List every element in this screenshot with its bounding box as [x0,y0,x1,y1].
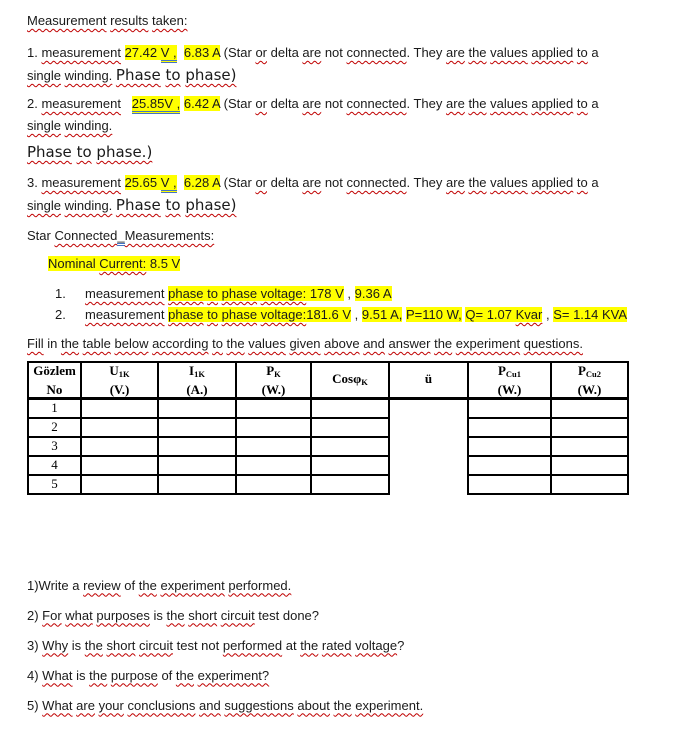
misspelled-word: single [27,198,61,213]
text-segment: is [149,607,167,623]
text-segment: (Star [220,96,256,111]
question-1 [27,575,665,597]
paragraph-measurement-1 [27,42,665,87]
table-cell-empty[interactable] [81,399,158,418]
text-segment: delta [267,175,303,190]
star-connected-heading [27,225,665,247]
misspelled-word: applied [531,45,574,60]
misspelled-word: applied [531,175,574,190]
misspelled-word: questions. [523,336,583,351]
misspelled-word: conclusions [127,697,196,713]
text-segment: 3. [27,175,42,190]
misspelled-word: are [446,96,465,111]
misspelled-word: the [468,175,487,190]
misspelled-word: phase [168,286,204,301]
table-header-row [28,362,628,399]
col-header-pcu1: $P_{Cu1}$ (W.) [468,362,551,399]
misspelled-word: are [302,45,322,60]
text-segment [85,638,173,653]
misspelled-word: the [60,336,80,351]
text-segment [177,45,184,60]
text-segment: in [43,336,61,351]
misspelled-word: connected [346,45,407,60]
text-segment [255,175,267,190]
paragraph-measurement-2 [27,93,665,137]
misspelled-word: or [255,45,267,60]
text-segment: (Star [220,45,256,60]
misspelled-word: single [27,68,61,83]
text-segment: is [68,637,85,653]
list-item-text [85,283,392,304]
misspelled-word: below [114,336,149,351]
nominal-current-line [48,253,665,275]
text-segment: a [587,96,599,111]
text-segment: of [157,667,176,683]
text-segment [27,198,112,213]
text-segment [167,608,255,623]
misspelled-word: values [490,96,528,111]
highlighted-text: 9.51 A, [361,307,403,322]
measurement-1-line-2 [27,64,665,87]
star-measurements-list [27,283,665,325]
text-segment [41,96,120,111]
text-segment: is [72,667,90,683]
table-cell-empty[interactable] [158,456,236,475]
misspelled-word: voltage: [260,286,307,301]
misspelled-word: winding. [64,68,113,83]
misspelled-word: short [188,607,218,623]
misspelled-word: circuit [220,607,255,623]
misspelled-word: the [434,336,453,351]
misspelled-word: What [42,667,73,683]
misspelled-word: given [289,336,321,351]
text-segment [255,45,267,60]
list-item [27,283,665,304]
misspelled-word: phase) [185,196,237,214]
row-number-cell: 2 [28,418,81,437]
text-segment: at [282,637,301,653]
measurement-2-line-2 [27,115,665,137]
table-cell-empty[interactable] [551,418,628,437]
text-segment: 2) [27,607,43,623]
highlighted-text: P=110 W, [406,307,462,322]
misspelled-word: For [42,607,62,623]
question-5 [27,695,665,717]
text-segment [302,175,321,190]
table-cell-empty[interactable] [236,456,311,475]
misspelled-word: Phase [115,66,161,84]
misspelled-word: rated [321,637,352,653]
text-segment [116,196,237,214]
text-segment [42,698,423,713]
misspelled-word: measurement [41,45,121,60]
highlighted-text: 25.85V , [132,96,180,114]
misspelled-word: phase) [185,66,237,84]
row-number-cell: 4 [28,456,81,475]
misspelled-word: your [98,697,124,713]
text-segment: 1. [27,45,42,60]
text-segment [223,638,282,653]
table-cell-empty[interactable] [81,437,158,456]
misspelled-word: phase [221,286,258,301]
text-segment [139,578,292,593]
highlighted-text: 181.6 V [306,307,352,322]
table-row [28,418,628,437]
highlighted-text: Q= 1.07 [465,307,516,322]
misspelled-word: measurement [41,96,121,111]
text-segment: not [321,96,347,111]
text-segment [446,175,588,190]
misspelled-word: connected [346,175,407,190]
misspelled-word: the [333,697,352,713]
misspelled-word: to [165,66,181,84]
text-segment: a [587,175,599,190]
highlighted-text: 6.28 A [183,175,221,190]
misspelled-word: the [226,336,245,351]
table-cell-empty[interactable] [551,399,628,418]
measurement-1-line-1 [27,42,665,64]
row-number-cell: 5 [28,475,81,494]
text-segment [42,668,72,683]
text-segment [302,45,321,60]
misspelled-word: to [212,336,223,351]
highlighted-text: 27.42 [124,45,161,60]
misspelled-word: are [446,45,465,60]
text-segment [41,45,120,60]
question-3 [27,635,665,657]
misspelled-word: are [302,96,322,111]
misspelled-word: and [363,336,385,351]
text-segment [54,228,117,243]
misspelled-word: winding. [64,118,113,133]
question-2 [27,605,665,627]
misspelled-word: Fill [27,336,44,351]
text-segment [89,668,158,683]
table-cell-empty[interactable] [311,437,389,456]
col-header-gozlem-no: Gözlem No [28,362,81,399]
misspelled-word: Phase [115,196,161,214]
list-item [27,304,665,325]
table-cell-empty[interactable] [468,456,551,475]
text-segment [347,96,407,111]
measurement-2-line-1 [27,93,665,115]
misspelled-word: values [490,45,528,60]
text-segment: a [587,45,599,60]
highlighted-text: 6.83 A [183,45,221,60]
misspelled-word: experiment. [355,697,424,713]
misspelled-word: to [576,175,588,190]
highlighted-text [168,307,306,322]
table-cell-empty[interactable] [236,399,311,418]
text-segment [125,228,215,243]
text-segment [121,96,132,111]
question-4 [27,665,665,687]
text-segment [61,336,583,351]
highlighted-text: Nominal [48,256,100,271]
text-segment: 3) [27,637,43,653]
highlighted-text: V , [161,45,177,63]
measurement-3-line-2 [27,194,665,217]
highlighted-text: 25.65 [124,175,161,190]
text-segment [85,286,164,301]
text-segment: not [321,175,347,190]
col-header-i1k: $I_{1K}$ (A.) [158,362,236,399]
table-cell-u-merged[interactable] [389,399,468,494]
text-segment: . They [406,175,447,190]
table-cell-empty[interactable] [551,456,628,475]
table-row [28,456,628,475]
misspelled-word: values [490,175,528,190]
table-cell-empty[interactable] [236,437,311,456]
misspelled-word: review [83,577,121,593]
table-cell-empty[interactable] [158,418,236,437]
table-row [28,437,628,456]
misspelled-word: performed. [228,577,292,593]
text-segment [255,96,267,111]
table-cell-empty[interactable] [468,475,551,494]
misspelled-word: winding. [64,198,113,213]
misspelled-word: answer [388,336,431,351]
row-number-cell: 1 [28,399,81,418]
text-segment: not [321,45,347,60]
text-segment [27,118,112,133]
misspelled-word: to [165,196,181,214]
misspelled-word: Current: [99,256,147,271]
text-segment [85,307,164,322]
misspelled-word: suggestions [224,697,294,713]
misspelled-word: the [468,96,487,111]
text-segment [300,638,397,653]
text-segment [347,45,407,60]
table-cell-empty[interactable] [551,437,628,456]
text-segment: delta [267,45,303,60]
text-segment: 1)Write a [27,577,84,593]
text-segment [83,578,121,593]
paragraph-phase-to-phase [27,139,665,166]
highlighted-text: V , [161,175,177,193]
misspelled-word: applied [531,96,574,111]
misspelled-word: measurement [41,175,121,190]
text-segment [302,96,321,111]
table-cell-empty[interactable] [158,475,236,494]
text-segment [110,13,148,28]
text-segment: 4) [27,667,43,683]
text-segment [27,143,152,161]
misspelled-word: the [166,607,185,623]
col-header-u-ratio: ü [389,362,468,399]
text-segment: 5) [27,697,43,713]
misspelled-word: purpose [110,667,158,683]
misspelled-word: to [576,96,588,111]
text-segment: 2. [27,96,42,111]
misspelled-word: to [76,143,92,161]
highlighted-text [99,256,146,271]
text-segment [27,13,106,28]
text-segment: of [120,577,139,593]
measurement-3-line-1 [27,172,665,194]
table-cell-empty[interactable] [311,418,389,437]
table-cell-empty[interactable] [468,437,551,456]
misspelled-word: are [446,175,465,190]
highlighted-text [168,286,306,301]
misspelled-word: Measurement [27,13,107,28]
paragraph-measurement-3 [27,172,665,217]
misspelled-word: voltage [355,637,398,653]
table-cell-empty[interactable] [236,418,311,437]
misspelled-word: measurement [85,286,165,301]
text-segment: test done? [254,607,320,623]
list-item-number: 1. [55,286,66,301]
misspelled-word: voltage: [260,307,307,322]
misspelled-word: experiment [160,577,225,593]
misspelled-word: What [42,697,73,713]
text-segment [152,13,187,28]
misspelled-word: or [255,96,267,111]
table-cell-empty[interactable] [468,418,551,437]
highlighted-text [516,307,543,322]
misspelled-word: purposes [96,607,150,623]
misspelled-word: taken: [152,13,188,28]
misspelled-word: results [110,13,149,28]
highlighted-text: 6.42 A [183,96,221,111]
text-segment [42,638,68,653]
misspelled-word: to [207,286,218,301]
text-segment: , [343,286,355,301]
text-segment: (Star [220,175,256,190]
measurement-table [27,361,629,495]
misspelled-word: the [138,577,157,593]
misspelled-word: are [76,697,95,713]
list-item-number: 2. [55,307,66,322]
highlighted-text: 9.36 A [354,286,392,301]
text-segment: Star [27,228,55,243]
table-cell-empty[interactable] [311,399,389,418]
misspelled-word: experiment [455,336,521,351]
misspelled-word: measurement [85,307,165,322]
misspelled-word: are [302,175,322,190]
table-cell-empty[interactable] [81,456,158,475]
text-segment: _ [117,228,124,246]
table-cell-empty[interactable] [236,475,311,494]
table-cell-empty[interactable] [158,437,236,456]
misspelled-word: the [468,45,487,60]
text-segment [177,175,184,190]
misspelled-word: about [297,697,330,713]
misspelled-word: Measurements: [124,228,215,243]
text-segment: , [542,307,554,322]
misspelled-word: to [207,307,218,322]
misspelled-word: short [106,637,136,653]
text-segment: , [351,307,362,322]
text-segment [116,66,237,84]
misspelled-word: the [89,667,108,683]
table-row [28,399,628,418]
table-cell-empty[interactable] [311,456,389,475]
col-header-u1k: $U_{1K}$ (V.) [81,362,158,399]
highlighted-text: S= 1.14 KVA [553,307,628,322]
misspelled-word: Why [42,637,69,653]
row-number-cell: 3 [28,437,81,456]
misspelled-word: or [255,175,267,190]
table-cell-empty[interactable] [468,399,551,418]
misspelled-word: the [300,637,319,653]
misspelled-word: experiment? [197,667,270,683]
col-header-cosphi-k: Cosφ$_K$ [311,362,389,399]
text-segment: . They [406,45,447,60]
misspelled-word: and [199,697,221,713]
text-segment: delta [266,96,303,111]
misspelled-word: phase [168,307,204,322]
table-cell-empty[interactable] [81,475,158,494]
misspelled-word: Phase [27,143,72,161]
misspelled-word: the [84,637,103,653]
misspelled-word: values [248,336,286,351]
misspelled-word: Kvar [515,307,543,322]
misspelled-word: phase.) [96,143,153,161]
table-cell-empty[interactable] [158,399,236,418]
text-segment [347,175,407,190]
text-segment [27,68,112,83]
col-header-pk: $P_K$ (W.) [236,362,311,399]
text-segment [446,45,588,60]
text-segment [176,668,269,683]
misspelled-word: single [27,118,61,133]
text-segment: ? [397,637,405,653]
misspelled-word: to [576,45,588,60]
list-item-text [85,304,627,325]
misspelled-word: the [175,667,194,683]
misspelled-word: connected [346,96,407,111]
misspelled-word: what [65,607,93,623]
text-segment [27,336,44,351]
text-segment [446,96,588,111]
highlighted-text: 8.5 V [146,256,181,271]
text-segment: . They [406,96,447,111]
table-row [28,475,628,494]
misspelled-word: circuit [139,637,173,653]
table-cell-empty[interactable] [551,475,628,494]
misspelled-word: above [324,336,360,351]
experiment-questions [27,575,665,717]
misspelled-word: performed [222,637,283,653]
fill-table-instruction [27,333,665,355]
misspelled-word: Connected [54,228,118,243]
misspelled-word: phase [221,307,258,322]
misspelled-word: according [152,336,209,351]
table-cell-empty[interactable] [311,475,389,494]
text-segment [41,175,120,190]
misspelled-word: table [82,336,111,351]
table-cell-empty[interactable] [81,418,158,437]
document-title [27,10,665,32]
col-header-pcu2: $P_{Cu2}$ (W.) [551,362,628,399]
highlighted-text: 178 V [306,286,344,301]
text-segment: test not [172,637,223,653]
text-segment [42,608,150,623]
